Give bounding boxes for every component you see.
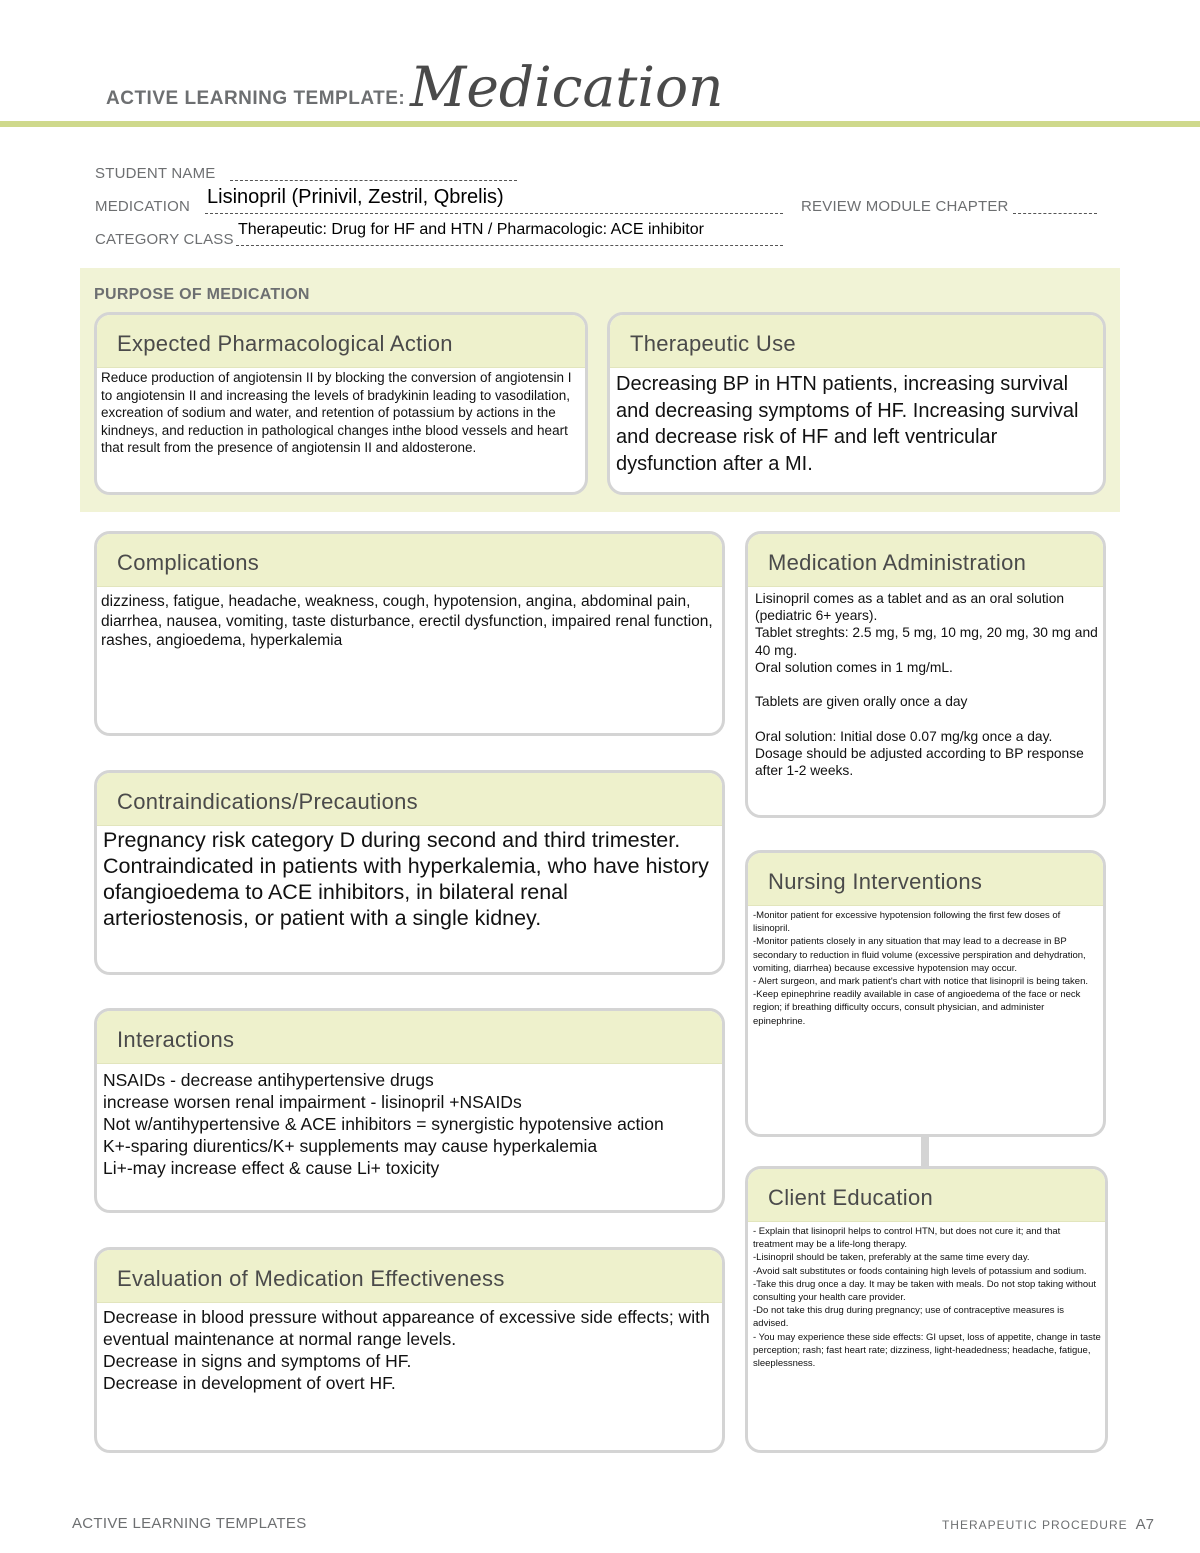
expected-action-title: Expected Pharmacological Action — [117, 331, 453, 356]
nursing-interventions-box — [745, 850, 1106, 1137]
therapeutic-use-title: Therapeutic Use — [630, 331, 796, 356]
evaluation-title: Evaluation of Medication Effectiveness — [117, 1266, 505, 1291]
footer-section: THERAPEUTIC PROCEDURE — [941, 1518, 1128, 1532]
footer-left: ACTIVE LEARNING TEMPLATES — [72, 1515, 307, 1532]
contraindications-title: Contraindications/Precautions — [117, 789, 418, 814]
review-module-label: REVIEW MODULE CHAPTER — [801, 198, 1009, 215]
contraindications-text: Pregnancy risk category D during second and third trimester. Contraindicated in patients with hyperkalemia, who have history ofangioedema to ACE inhibitors, in bilateral renal arteriostenosis, or patient with a single kidney. — [103, 828, 709, 930]
interactions-title: Interactions — [117, 1027, 235, 1052]
page-number: A7 — [1135, 1516, 1154, 1533]
evaluation-text: Decrease in blood pressure without appareance of excessive side effects; with eventual maintenance at normal range levels. Decrease in signs and symptoms of HF. Decrease in development of overt HF. — [103, 1307, 710, 1393]
page-title: Medication — [410, 55, 724, 119]
medication-administration-title: Medication Administration — [768, 550, 1027, 575]
therapeutic-use-box — [607, 312, 1106, 495]
nursing-interventions-text: -Monitor patient for excessive hypotension following the first few doses of lisinopril. -Monitor patients closely in any situation that may lead to a decrease in BP secondary to reduction in fluid volume (excessive perspiration and dehydration, vomiting, diarrhea) because excessive hypotension may occur. - Alert surgeon, and mark patient's chart with notice that lisinopril is being taken. -Keep epinephrine readily available in case of angioedema of the face or neck region; if breathing difficulty occurs, consult physician, and administer epinephrine. — [753, 910, 1089, 1027]
medication-administration-text: Lisinopril comes as a tablet and as an oral solution (pediatric 6+ years). Tablet streghts: 2.5 mg, 5 mg, 10 mg, 20 mg, 30 mg and 40 mg. Oral solution comes in 1 mg/mL. Tablets are given orally once a day Oral solution: Initial dose 0.07 mg/kg once a day. Dosage should be adjusted according to BP response after 1-2 weeks. — [755, 591, 1098, 779]
student-name-field[interactable] — [230, 180, 517, 181]
expected-action-text: Reduce production of angiotensin II by blocking the conversion of angiotensin I to angiotensin II and increasing the levels of bradykinin leading to vasodilation, excreation of sodium and water, and retention of potassium by actions in the kindneys, and reduction in pathological changes inthe blood vessels and heart that result from the presence of angiotensin II and aldosterone. — [101, 370, 572, 455]
client-education-text: - Explain that lisinopril helps to control HTN, but does not cure it; and that treatment may be a life-long therapy. -Lisinopril should be taken, preferably at the same time every day. -Avoid salt substitutes or foods containing high levels of potassium and sodium. -Take this drug once a day. It may be taken with meals. Do not stop taking without consulting your health care provider. -Do not take this drug during pregnancy; use of contraceptive measures is advised. - You may experience these side effects: GI upset, loss of appetite, change in taste perception; rash; fast heart rate; dizziness, light-headedness; headache, fatigue, sleeplessness. — [753, 1226, 1101, 1370]
evaluation-box — [94, 1247, 725, 1453]
category-class-field[interactable] — [236, 245, 783, 246]
client-education-box — [745, 1166, 1108, 1453]
complications-text: dizziness, fatigue, headache, weakness, cough, hypotension, angina, abdominal pain, diarrhea, nausea, vomiting, taste disturbance, erectil dysfunction, impaired renal function, rashes, angioedema, hyperkalemia — [101, 593, 713, 649]
category-class-value: Therapeutic: Drug for HF and HTN / Pharmacologic: ACE inhibitor — [238, 221, 704, 238]
medication-administration-box — [745, 531, 1106, 818]
category-class-label: CATEGORY CLASS — [95, 231, 234, 248]
therapeutic-use-text: Decreasing BP in HTN patients, increasing survival and decreasing symptoms of HF. Increasing survival and decrease risk of HF and left ventricular dysfunction after a MI. — [616, 373, 1079, 475]
medication-field[interactable] — [205, 213, 783, 214]
interactions-text: NSAIDs - decrease antihypertensive drugs increase worsen renal impairment - lisinopril +NSAIDs Not w/antihypertensive & ACE inhibitors = synergistic hypotensive action K+-sparing diurentics/K+ supplements may cause hyperkalemia Li+-may increase effect & cause Li+ toxicity — [103, 1070, 664, 1178]
interactions-box — [94, 1008, 725, 1213]
client-education-title: Client Education — [768, 1185, 934, 1210]
review-module-field[interactable] — [1013, 213, 1097, 214]
medication-value: Lisinopril (Prinivil, Zestril, Qbrelis) — [207, 186, 504, 208]
header-divider — [0, 121, 1200, 127]
medication-label: MEDICATION — [95, 198, 191, 215]
box-connector — [921, 1137, 929, 1167]
purpose-title: PURPOSE OF MEDICATION — [94, 286, 310, 303]
student-name-label: STUDENT NAME — [95, 165, 216, 182]
footer-right — [942, 1516, 1154, 1533]
complications-title: Complications — [117, 550, 260, 575]
template-label: ACTIVE LEARNING TEMPLATE: — [106, 88, 406, 109]
expected-action-box — [94, 312, 588, 495]
complications-box — [94, 531, 725, 736]
contraindications-box — [94, 770, 725, 975]
nursing-interventions-title: Nursing Interventions — [768, 869, 983, 894]
